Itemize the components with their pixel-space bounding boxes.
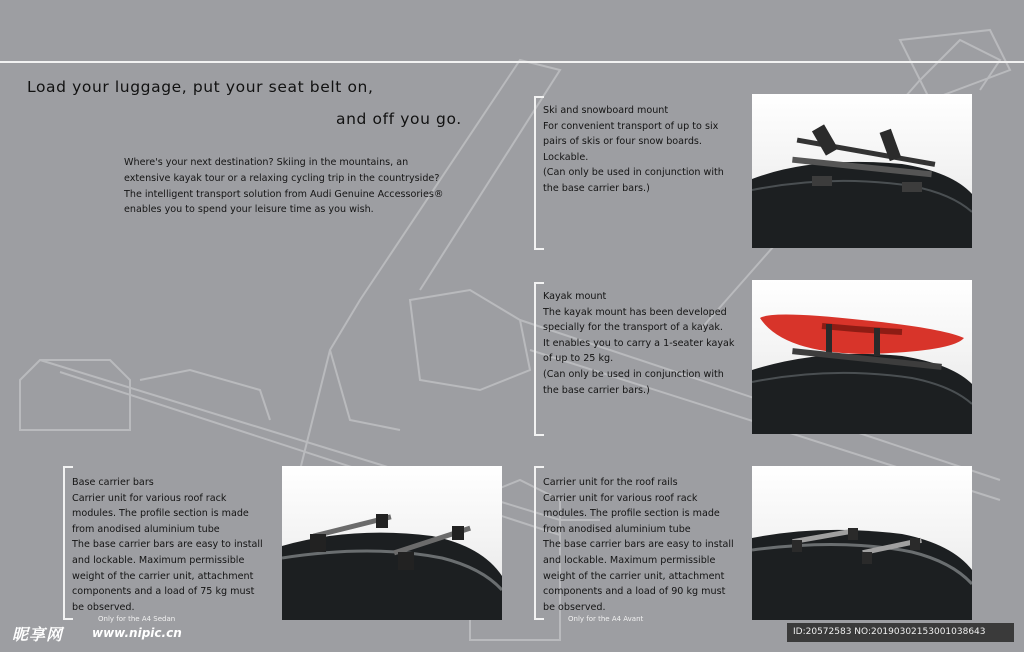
ski-mount-line: For convenient transport of up to six [543, 120, 719, 132]
ski-mount-line: the base carrier bars.) [543, 182, 650, 194]
kayak-mount-line: of up to 25 kg. [543, 353, 614, 365]
roof-rails-line: from anodised aluminium tube [543, 523, 691, 535]
kayak-mount-line: the base carrier bars.) [543, 384, 650, 396]
roof-rails-line: and lockable. Maximum permissible [543, 554, 716, 566]
kayak-mount-line: The kayak mount has been developed [543, 306, 727, 318]
ski-mount-line: Lockable. [543, 151, 589, 163]
ski-mount-photo [752, 94, 972, 248]
kayak-mount-line: It enables you to carry a 1-seater kayak [543, 337, 735, 349]
base-carrier-line: and lockable. Maximum permissible [72, 554, 245, 566]
intro-line: Where's your next destination? Skiing in the mountains, an [124, 157, 409, 168]
ski-mount-line: pairs of skis or four snow boards. [543, 136, 702, 148]
roof-rails-line: components and a load of 90 kg must [543, 586, 726, 598]
roof-rails-line: weight of the carrier unit, attachment [543, 570, 725, 582]
roof-rails-text [543, 475, 758, 615]
intro-paragraph [124, 155, 494, 218]
intro-line: enables you to spend your leisure time as you wish. [124, 204, 374, 216]
ski-mount-title: Ski and snowboard mount [543, 105, 669, 116]
base-carrier-line: from anodised aluminium tube [72, 523, 220, 535]
kayak-mount-line: specially for the transport of a kayak. [543, 322, 723, 334]
kayak-mount-title: Kayak mount [543, 291, 607, 302]
base-carrier-title: Base carrier bars [72, 477, 154, 488]
kayak-mount-photo [752, 280, 972, 434]
headline-line-2: and off you go. [336, 110, 462, 128]
base-carrier-line: components and a load of 75 kg must [72, 586, 255, 598]
intro-line: extensive kayak tour or a relaxing cycling trip in the countryside? [124, 172, 440, 184]
intro-line: The intelligent transport solution from Audi Genuine Accessories® [124, 188, 444, 200]
kayak-mount-line: (Can only be used in conjunction with [543, 368, 724, 380]
base-carrier-line: be observed. [72, 601, 135, 613]
headline-line-1: Load your luggage, put your seat belt on, [27, 78, 374, 96]
ski-mount-text [543, 103, 748, 197]
roof-rails-title: Carrier unit for the roof rails [543, 477, 678, 488]
base-carrier-line: modules. The profile section is made [72, 508, 249, 520]
roof-rails-caption: Only for the A4 Avant [568, 615, 644, 623]
kayak-mount-text [543, 289, 758, 398]
site-url: www.nipic.cn [92, 626, 182, 640]
roof-rails-line: The base carrier bars are easy to install [543, 539, 734, 551]
base-carrier-line: weight of the carrier unit, attachment [72, 570, 254, 582]
base-carrier-line: Carrier unit for various roof rack [72, 492, 227, 504]
base-carrier-text [72, 475, 287, 615]
roof-rails-line: be observed. [543, 601, 606, 613]
site-logo: 昵享网 [12, 625, 64, 644]
top-divider-line [0, 61, 1024, 63]
roof-rails-photo [752, 466, 972, 620]
base-carrier-line: The base carrier bars are easy to install [72, 539, 263, 551]
base-carrier-photo [282, 466, 502, 620]
roof-rails-line: Carrier unit for various roof rack [543, 492, 698, 504]
ski-mount-line: (Can only be used in conjunction with [543, 167, 724, 179]
image-id-bar: ID:20572583 NO:20190302153001038643 [787, 623, 1014, 642]
base-carrier-caption: Only for the A4 Sedan [98, 615, 176, 623]
roof-rails-line: modules. The profile section is made [543, 508, 720, 520]
